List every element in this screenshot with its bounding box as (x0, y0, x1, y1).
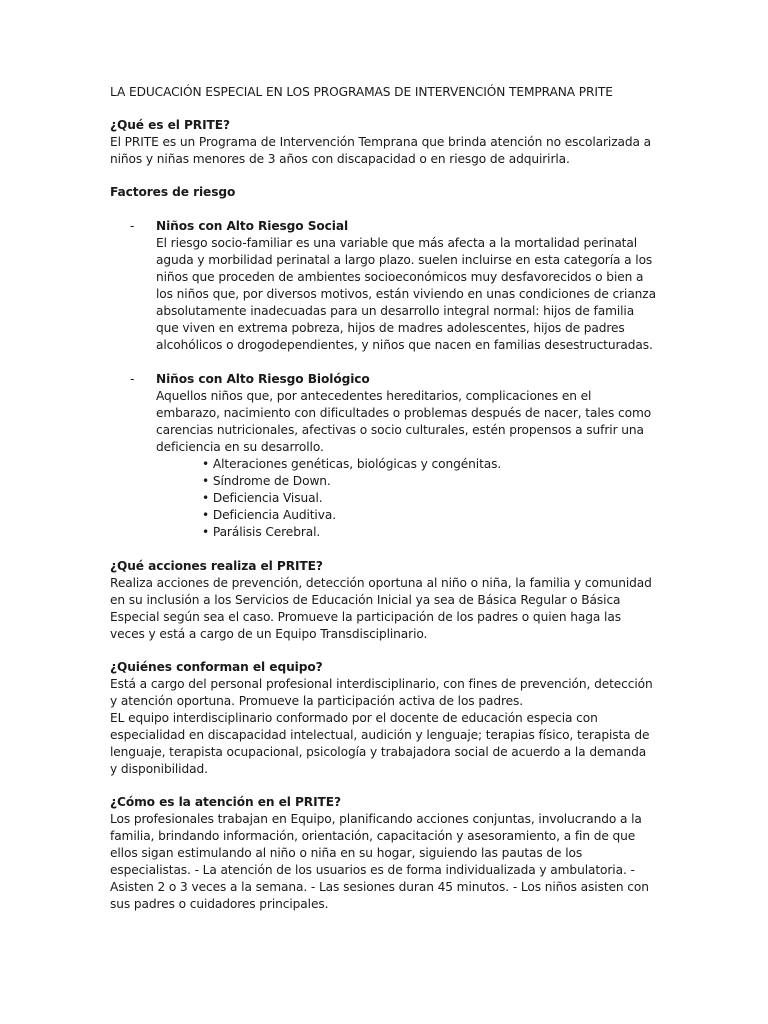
list-item: • Síndrome de Down. (202, 474, 331, 488)
section-body: EL equipo interdisciplinario conformado por el docente de educación especia con especialidad en discapacidad intelectual, audición y lenguaje; terapias físico, terapista de lenguaje, terapista ocupacional, psicología y trabajadora social de acuerdo a la demanda y disponibilidad. (110, 711, 650, 776)
list-item: • Alteraciones genéticas, biológicas y congénitas. (202, 457, 502, 471)
section-heading: ¿Qué acciones realiza el PRITE? (110, 559, 323, 573)
dash-bullet: - (130, 219, 135, 233)
section-heading: ¿Quiénes conforman el equipo? (110, 660, 323, 674)
section-body: Los profesionales trabajan en Equipo, planificando acciones conjuntas, involucrando a la familia, brindando información, orientación, capacitación y asesoramiento, a fin de que ellos sigan estimulando al niño o niña en su hogar, siguiendo las pautas de los especialistas. - La atención de los usuarios es de forma individualizada y ambulatoria. - Asisten 2 o 3 veces a la semana. - Las sesiones duran 45 minutos. - Los niños asisten con sus padres o cuidadores principales. (110, 812, 649, 911)
document-page (110, 84, 656, 929)
section-body: Realiza acciones de prevención, detección oportuna al niño o niña, la familia y comunidad en su inclusión a los Servicios de Educación Inicial ya sea de Básica Regular o Básica Especial según sea el caso. Promueve la participación de los padres o quien haga las veces y está a cargo de un Equipo Transdisciplinario. (110, 576, 652, 641)
risk-item-body: Aquellos niños que, por antecedentes hereditarios, complicaciones en el embarazo, nacimiento con dificultades o problemas después de nacer, tales como carencias nutricionales, afectivas o socio culturales, estén propensos a sufrir una deficiencia en su desarrollo. (156, 389, 652, 454)
section-heading: Factores de riesgo (110, 185, 236, 199)
risk-item-body: El riesgo socio-familiar es una variable que más afecta a la mortalidad perinatal aguda y morbilidad perinatal a largo plazo. suelen incluirse en esta categoría a los niños que proceden de ambientes socioeconómicos muy desfavorecidos o bien a los niños que, por diversos motivos, están viviendo en unas condiciones de crianza absolutamente inadecuadas para un desarrollo integral normal: hijos de familia que viven en extrema pobreza, hijos de madres adolescentes, hijos de padres alcohólicos o drogodependientes, y niños que nacen en familias desestructuradas. (156, 236, 656, 352)
section-heading: ¿Qué es el PRITE? (110, 118, 230, 132)
risk-item-biological (110, 371, 656, 541)
list-item: • Parálisis Cerebral. (202, 525, 321, 539)
document-title: LA EDUCACIÓN ESPECIAL EN LOS PROGRAMAS DE INTERVENCIÓN TEMPRANA PRITE (110, 85, 613, 99)
section-risk-factors (110, 184, 656, 201)
list-item: • Deficiencia Visual. (202, 491, 323, 505)
section-body: El PRITE es un Programa de Intervención Temprana que brinda atención no escolarizada a niños y niñas menores de 3 años con discapacidad o en riesgo de adquirirla. (110, 135, 652, 166)
list-item: • Deficiencia Auditiva. (202, 508, 336, 522)
section-heading: ¿Cómo es la atención en el PRITE? (110, 795, 341, 809)
risk-item-heading: Niños con Alto Riesgo Biológico (156, 372, 370, 386)
section-team (110, 659, 656, 778)
dash-bullet: - (130, 372, 135, 386)
risk-item-social (110, 218, 656, 354)
section-body: Está a cargo del personal profesional interdisciplinario, con fines de prevención, detección y atención oportuna. Promueve la participación activa de los padres. (110, 677, 653, 708)
biological-risk-list (156, 456, 656, 541)
section-prite-actions (110, 558, 656, 643)
section-attention (110, 794, 656, 913)
risk-item-heading: Niños con Alto Riesgo Social (156, 219, 349, 233)
section-what-is-prite (110, 117, 656, 168)
